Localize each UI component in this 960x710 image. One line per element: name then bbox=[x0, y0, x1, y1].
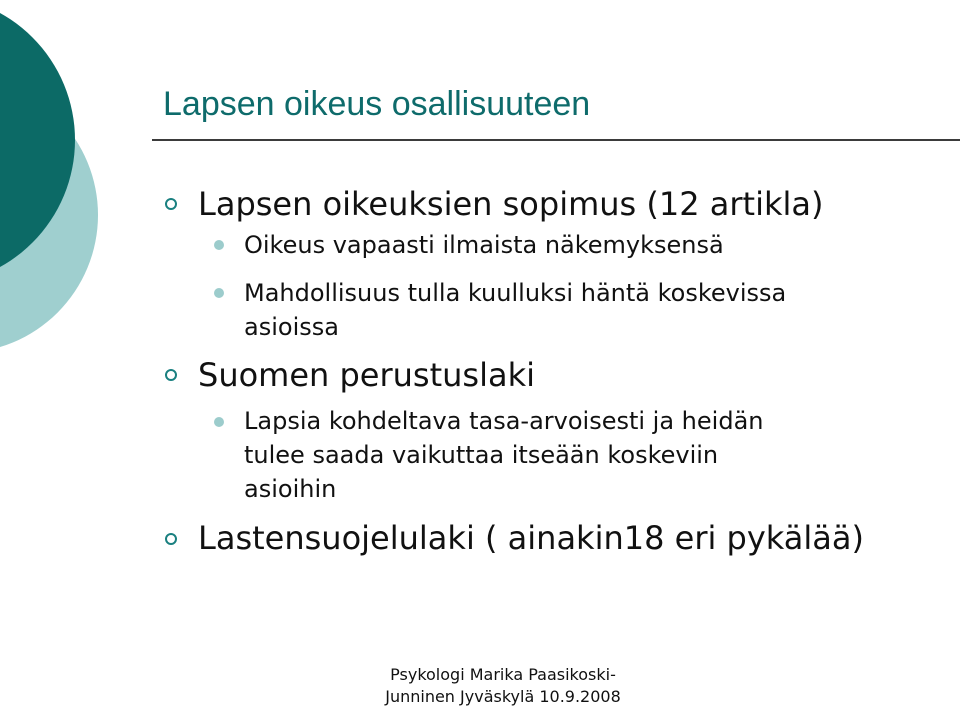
sub-bullet-2-1-line-2: tulee saada vaikuttaa itseään koskeviin bbox=[244, 441, 719, 469]
bullet-item-2: Suomen perustuslaki bbox=[198, 356, 536, 394]
sub-bullet-2-1-line-1: Lapsia kohdeltava tasa-arvoisesti ja heidän bbox=[244, 407, 764, 435]
dot-bullet-icon bbox=[214, 417, 224, 427]
sub-bullet-1-1: Oikeus vapaasti ilmaista näkemyksensä bbox=[244, 231, 724, 259]
footer-line-2: Junninen Jyväskylä 10.9.2008 bbox=[385, 687, 621, 706]
dot-bullet-icon bbox=[214, 240, 224, 250]
slide-footer bbox=[343, 664, 663, 708]
ring-bullet-icon bbox=[165, 533, 177, 545]
ring-bullet-icon bbox=[165, 369, 177, 381]
sub-bullet-2-1-line-3: asioihin bbox=[244, 475, 337, 503]
dot-bullet-icon bbox=[214, 288, 224, 298]
sub-bullet-1-2-line-1: Mahdollisuus tulla kuulluksi häntä koskevissa bbox=[244, 279, 787, 307]
bullet-item-3: Lastensuojelulaki ( ainakin18 eri pykälää) bbox=[198, 519, 864, 557]
sub-bullet-1-2-line-2: asioissa bbox=[244, 313, 339, 341]
ring-bullet-icon bbox=[165, 198, 177, 210]
slide-title: Lapsen oikeus osallisuuteen bbox=[163, 85, 591, 123]
bullet-item-1: Lapsen oikeuksien sopimus (12 artikla) bbox=[198, 185, 824, 223]
footer-line-1: Psykologi Marika Paasikoski- bbox=[390, 665, 616, 684]
